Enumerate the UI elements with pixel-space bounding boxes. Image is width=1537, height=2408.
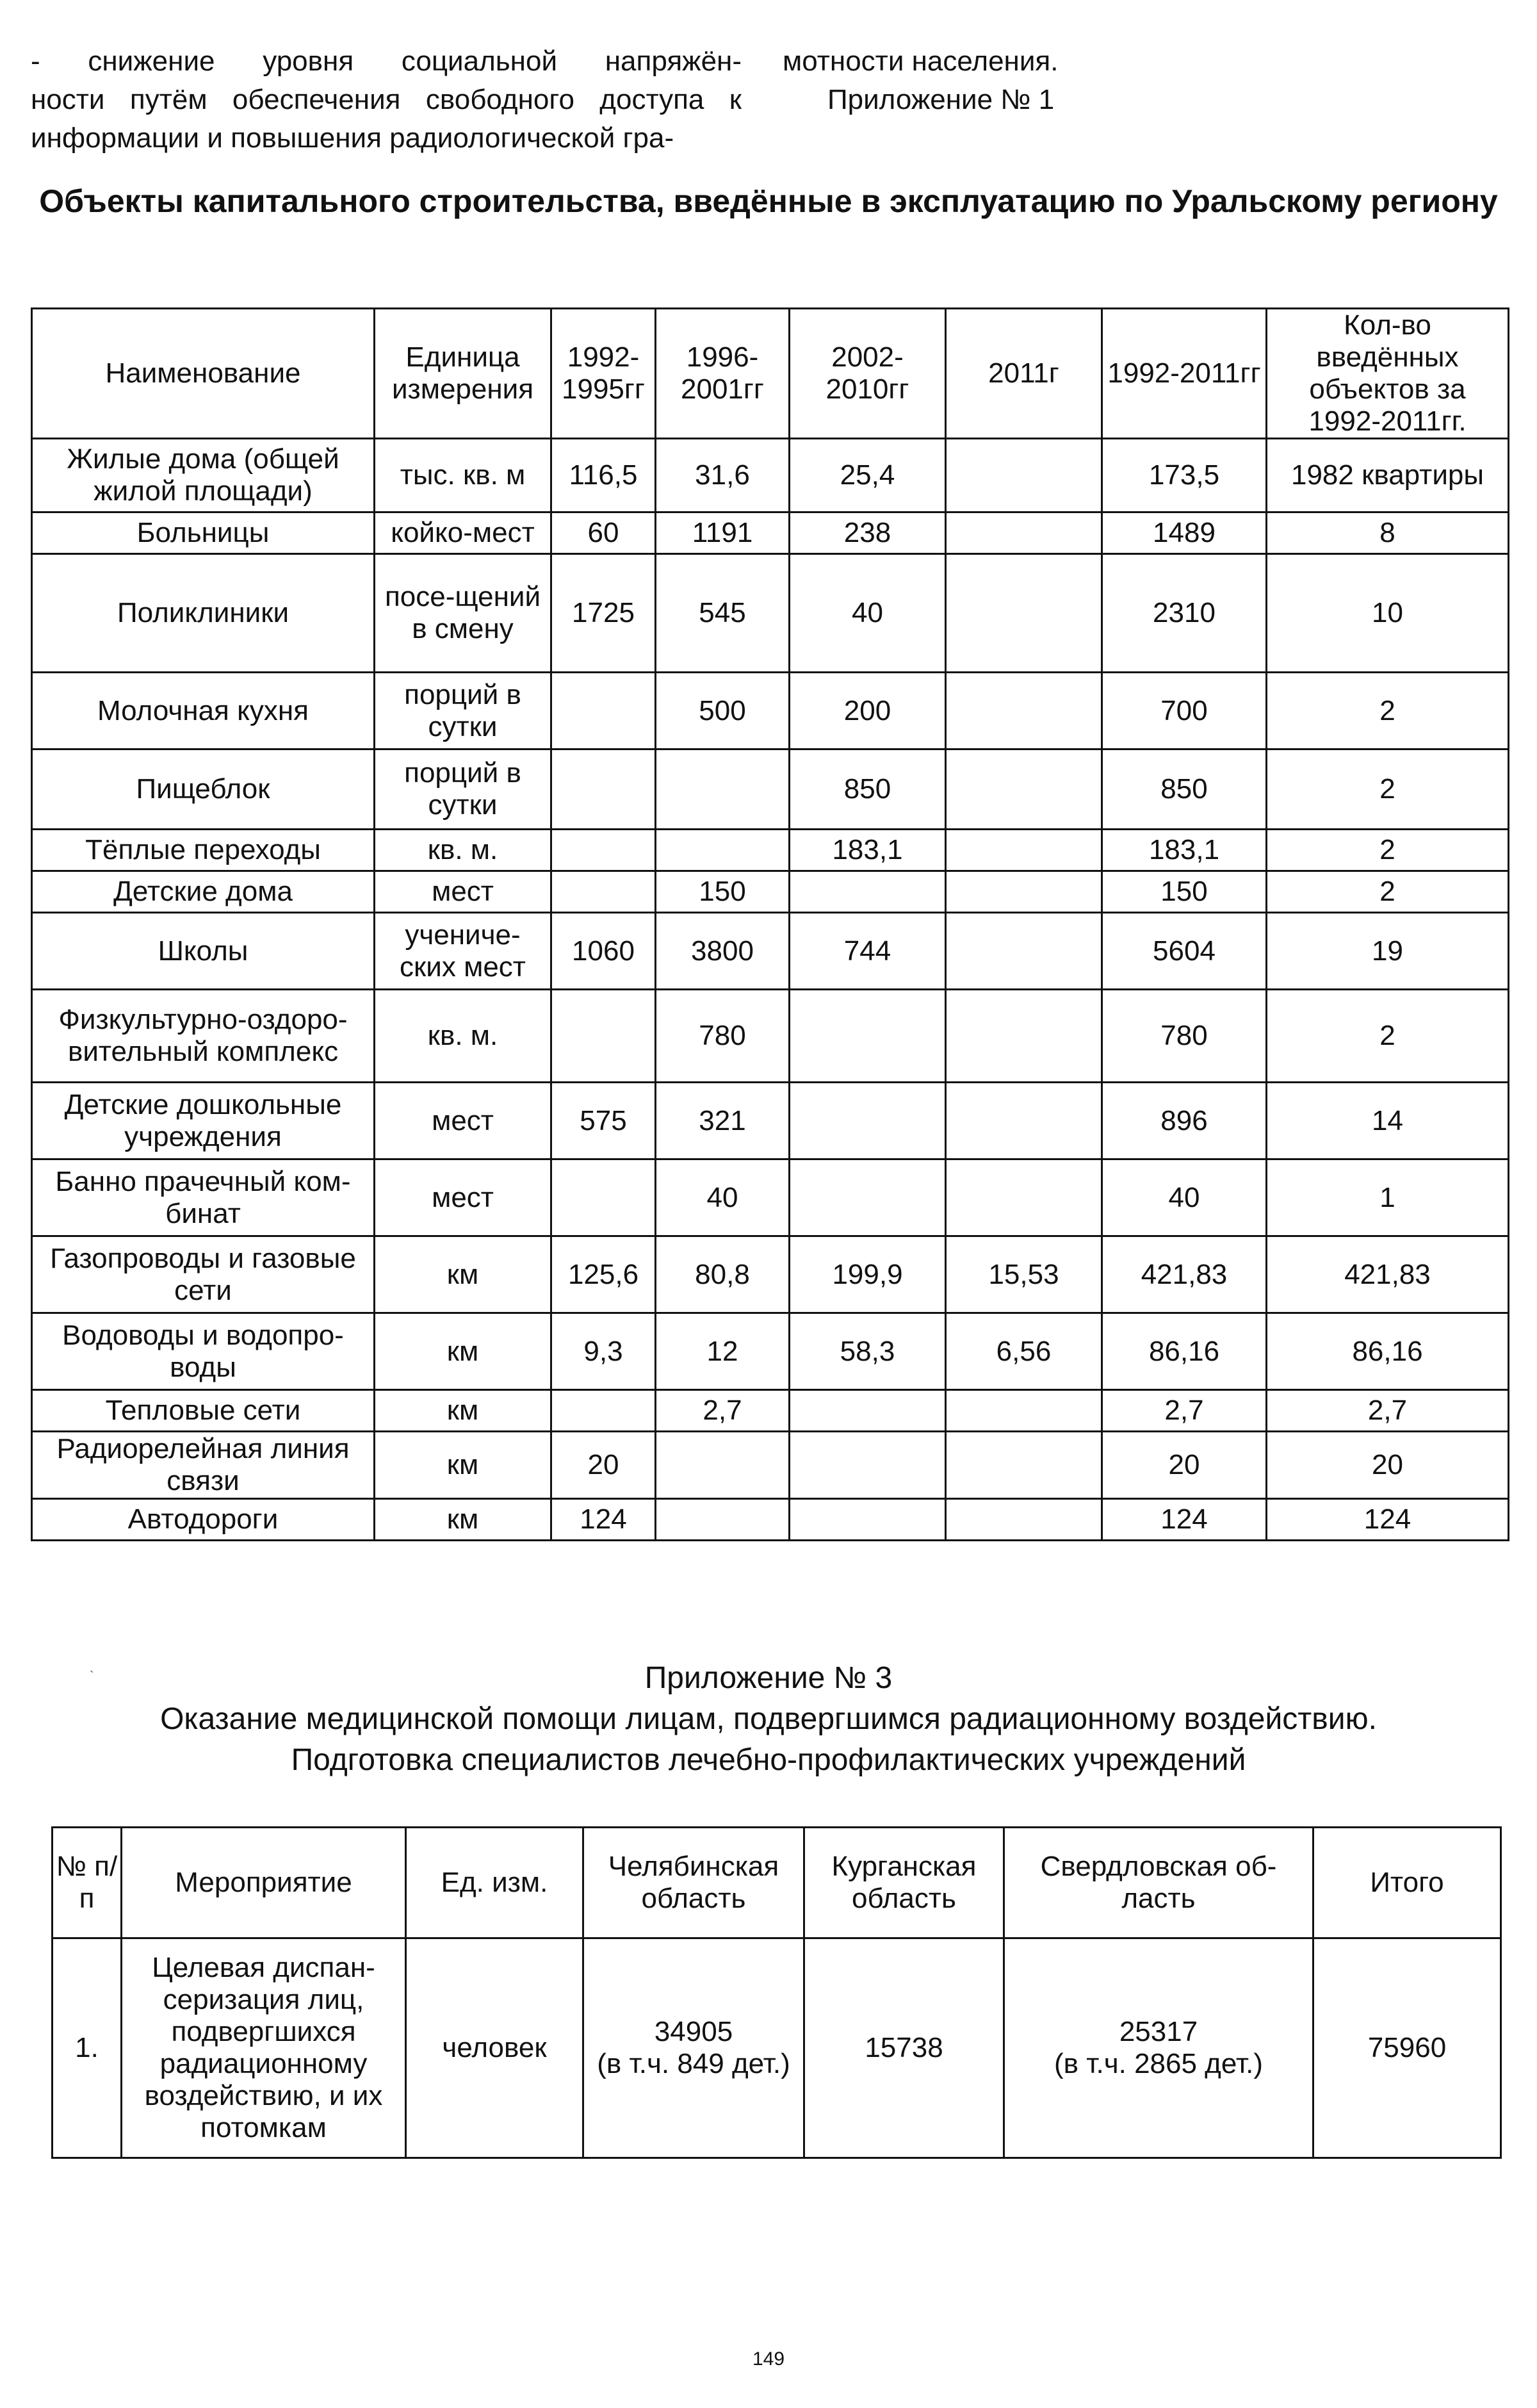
column-header: Единица измерения [375,309,551,439]
column-header: Наименование [32,309,375,439]
value: 34905 [654,2016,733,2047]
table-row [32,749,1509,830]
row-name: Молочная кухня [32,673,375,749]
unit: км [375,1390,551,1432]
value-2011 [946,749,1102,830]
value-2011 [946,830,1102,871]
table-row [32,512,1509,554]
value-1992-1995 [551,1390,656,1432]
value-1992-1995 [551,749,656,830]
value-2002-2010: 744 [790,913,946,990]
medical-assistance-table [51,1826,1502,2159]
table-row [32,1432,1509,1499]
value-1996-2001: 2,7 [656,1390,790,1432]
appendix-3-label: Приложение № 3 [644,1661,893,1695]
value: 25317 [1119,2016,1198,2047]
column-header: Мероприятие [122,1828,406,1938]
value-1992-2011: 2310 [1102,554,1267,673]
column-header: Ед. изм. [406,1828,583,1938]
value-2002-2010 [790,1083,946,1159]
objects-count: 2 [1267,871,1509,913]
appendix-3-subtitle-2: Подготовка специалистов лечебно-профилактических учреждений [291,1743,1246,1777]
value-1996-2001 [656,749,790,830]
column-header: 2002-2010гг [790,309,946,439]
objects-count: 10 [1267,554,1509,673]
value-1992-1995: 9,3 [551,1313,656,1390]
table1-title: Объекты капитального строительства, введённые в эксплуатацию по Уральскому региону [39,183,1498,219]
column-header: 1992-2011гг [1102,309,1267,439]
value-1992-2011: 183,1 [1102,830,1267,871]
objects-count: 1 [1267,1159,1509,1236]
value-1996-2001: 12 [656,1313,790,1390]
value-note: (в т.ч. 2865 дет.) [1053,2048,1264,2079]
value-1992-1995 [551,990,656,1083]
table-row [32,673,1509,749]
unit: посе-щений в смену [375,554,551,673]
value-2002-2010 [790,1499,946,1541]
column-header: Итого [1313,1828,1501,1938]
sverdlovsk-value [1004,1938,1313,2158]
value-2002-2010 [790,1390,946,1432]
intro-line: информации и повышения радиологической гра- [31,122,674,154]
row-name: Водоводы и водопро-воды [32,1313,375,1390]
unit: мест [375,871,551,913]
objects-count: 2 [1267,749,1509,830]
intro-paragraph-right [783,42,1167,119]
value-2011 [946,512,1102,554]
objects-count: 19 [1267,913,1509,990]
table-row [32,990,1509,1083]
table-header-row [32,309,1509,439]
row-name: Жилые дома (общей жилой площади) [32,439,375,512]
table-row [32,1390,1509,1432]
table-row [32,1313,1509,1390]
unit: кв. м. [375,830,551,871]
objects-count: 8 [1267,512,1509,554]
value-2002-2010: 200 [790,673,946,749]
objects-count: 20 [1267,1432,1509,1499]
value-1996-2001: 40 [656,1159,790,1236]
intro-paragraph-left [31,42,742,158]
value-2011 [946,913,1102,990]
value-1996-2001: 3800 [656,913,790,990]
objects-count: 1982 квартиры [1267,439,1509,512]
value-2002-2010: 850 [790,749,946,830]
row-name: Детские дома [32,871,375,913]
value-1992-2011: 40 [1102,1159,1267,1236]
table-row [32,554,1509,673]
value-2002-2010: 58,3 [790,1313,946,1390]
row-name: Тепловые сети [32,1390,375,1432]
table-row [32,913,1509,990]
value-2002-2010 [790,1432,946,1499]
value-1992-1995: 60 [551,512,656,554]
row-name: Тёплые переходы [32,830,375,871]
value-1992-2011: 700 [1102,673,1267,749]
row-name: Радиорелейная линия связи [32,1432,375,1499]
column-header: 1996-2001гг [656,309,790,439]
row-name: Больницы [32,512,375,554]
unit: км [375,1236,551,1313]
intro-line: мотности населения. [783,45,1059,77]
value-1996-2001: 31,6 [656,439,790,512]
value-1992-2011: 1489 [1102,512,1267,554]
row-name: Пищеблок [32,749,375,830]
kurgan-value: 15738 [804,1938,1004,2158]
objects-count: 2 [1267,990,1509,1083]
appendix-3-subtitle-1: Оказание медицинской помощи лицам, подвергшимся радиационному воздействию. [160,1702,1377,1736]
table-row [32,1499,1509,1541]
column-header: Свердловская об-ласть [1004,1828,1313,1938]
table-row [32,871,1509,913]
value-2002-2010 [790,990,946,1083]
value-2002-2010 [790,871,946,913]
value-1992-2011: 780 [1102,990,1267,1083]
objects-count: 2 [1267,673,1509,749]
value-2011 [946,1159,1102,1236]
value-1996-2001: 80,8 [656,1236,790,1313]
value-1996-2001 [656,830,790,871]
unit: учениче-ских мест [375,913,551,990]
table-row [53,1938,1501,2158]
value-1992-2011: 5604 [1102,913,1267,990]
value-1996-2001: 780 [656,990,790,1083]
column-header: № п/п [53,1828,122,1938]
value-1992-2011: 124 [1102,1499,1267,1541]
unit: км [375,1499,551,1541]
table-row [32,1083,1509,1159]
value-2002-2010 [790,1159,946,1236]
table-row [32,439,1509,512]
row-name: Автодороги [32,1499,375,1541]
table-row [32,830,1509,871]
row-name: Школы [32,913,375,990]
construction-objects-table [31,307,1509,1541]
chelyabinsk-value [583,1938,804,2158]
value-1996-2001: 1191 [656,512,790,554]
value-2011 [946,1390,1102,1432]
value-2011 [946,1083,1102,1159]
row-name: Физкультурно-оздоро-вительный комплекс [32,990,375,1083]
value-1996-2001: 150 [656,871,790,913]
row-number: 1. [53,1938,122,2158]
page-number: 149 [752,2348,785,2370]
objects-count: 2,7 [1267,1390,1509,1432]
intro-line: ности путём обеспечения свободного доступа к [31,84,742,115]
unit: кв. м. [375,990,551,1083]
value-2002-2010: 199,9 [790,1236,946,1313]
value-1992-2011: 20 [1102,1432,1267,1499]
value-2011 [946,439,1102,512]
unit: тыс. кв. м [375,439,551,512]
value-1992-2011: 421,83 [1102,1236,1267,1313]
event-name: Целевая диспан-серизация лиц, подвергшихся радиационному воздействию, и их потомкам [122,1938,406,2158]
column-header: Кол-во введённых объектов за 1992-2011гг. [1267,309,1509,439]
value-note: (в т.ч. 849 дет.) [597,2048,790,2079]
value-1992-2011: 896 [1102,1083,1267,1159]
column-header: 2011г [946,309,1102,439]
value-2011: 15,53 [946,1236,1102,1313]
value-2011 [946,871,1102,913]
value-1992-1995: 125,6 [551,1236,656,1313]
appendix-3-heading [31,1658,1506,1781]
value-1992-1995 [551,830,656,871]
unit: мест [375,1159,551,1236]
objects-count: 124 [1267,1499,1509,1541]
objects-count: 2 [1267,830,1509,871]
value-1996-2001 [656,1432,790,1499]
value-1992-2011: 173,5 [1102,439,1267,512]
value-1996-2001: 545 [656,554,790,673]
unit: порций в сутки [375,749,551,830]
value-2002-2010: 25,4 [790,439,946,512]
table-header-row [53,1828,1501,1938]
objects-count: 421,83 [1267,1236,1509,1313]
value-1996-2001: 321 [656,1083,790,1159]
value-1992-1995 [551,871,656,913]
value-1992-1995: 124 [551,1499,656,1541]
value-2011: 6,56 [946,1313,1102,1390]
value-1992-2011: 2,7 [1102,1390,1267,1432]
value-2002-2010: 40 [790,554,946,673]
value-1992-1995: 116,5 [551,439,656,512]
column-header: Курганская область [804,1828,1004,1938]
value-1992-2011: 850 [1102,749,1267,830]
objects-count: 86,16 [1267,1313,1509,1390]
column-header: 1992-1995гг [551,309,656,439]
value-1992-2011: 86,16 [1102,1313,1267,1390]
value-1992-1995 [551,1159,656,1236]
unit: порций в сутки [375,673,551,749]
value-2011 [946,1432,1102,1499]
scan-speck: ` [90,1669,94,1683]
table-row [32,1236,1509,1313]
value-1992-1995 [551,673,656,749]
value-2002-2010: 238 [790,512,946,554]
unit: км [375,1313,551,1390]
unit: мест [375,1083,551,1159]
value-2011 [946,1499,1102,1541]
value-1992-1995: 20 [551,1432,656,1499]
value-1992-1995: 1725 [551,554,656,673]
row-name: Детские дошкольные учреждения [32,1083,375,1159]
row-name: Поликлиники [32,554,375,673]
value-1992-1995: 575 [551,1083,656,1159]
appendix-1-label: Приложение № 1 [827,84,1055,115]
objects-count: 14 [1267,1083,1509,1159]
row-name: Банно прачечный ком-бинат [32,1159,375,1236]
unit: км [375,1432,551,1499]
value-2011 [946,554,1102,673]
unit: койко-мест [375,512,551,554]
total-value: 75960 [1313,1938,1501,2158]
row-name: Газопроводы и газовые сети [32,1236,375,1313]
value-1996-2001: 500 [656,673,790,749]
unit: человек [406,1938,583,2158]
value-2011 [946,990,1102,1083]
value-1992-1995: 1060 [551,913,656,990]
value-2011 [946,673,1102,749]
table-row [32,1159,1509,1236]
intro-line: - снижение уровня социальной напряжён- [31,45,742,77]
value-1992-2011: 150 [1102,871,1267,913]
column-header: Челябинская область [583,1828,804,1938]
value-2002-2010: 183,1 [790,830,946,871]
value-1996-2001 [656,1499,790,1541]
